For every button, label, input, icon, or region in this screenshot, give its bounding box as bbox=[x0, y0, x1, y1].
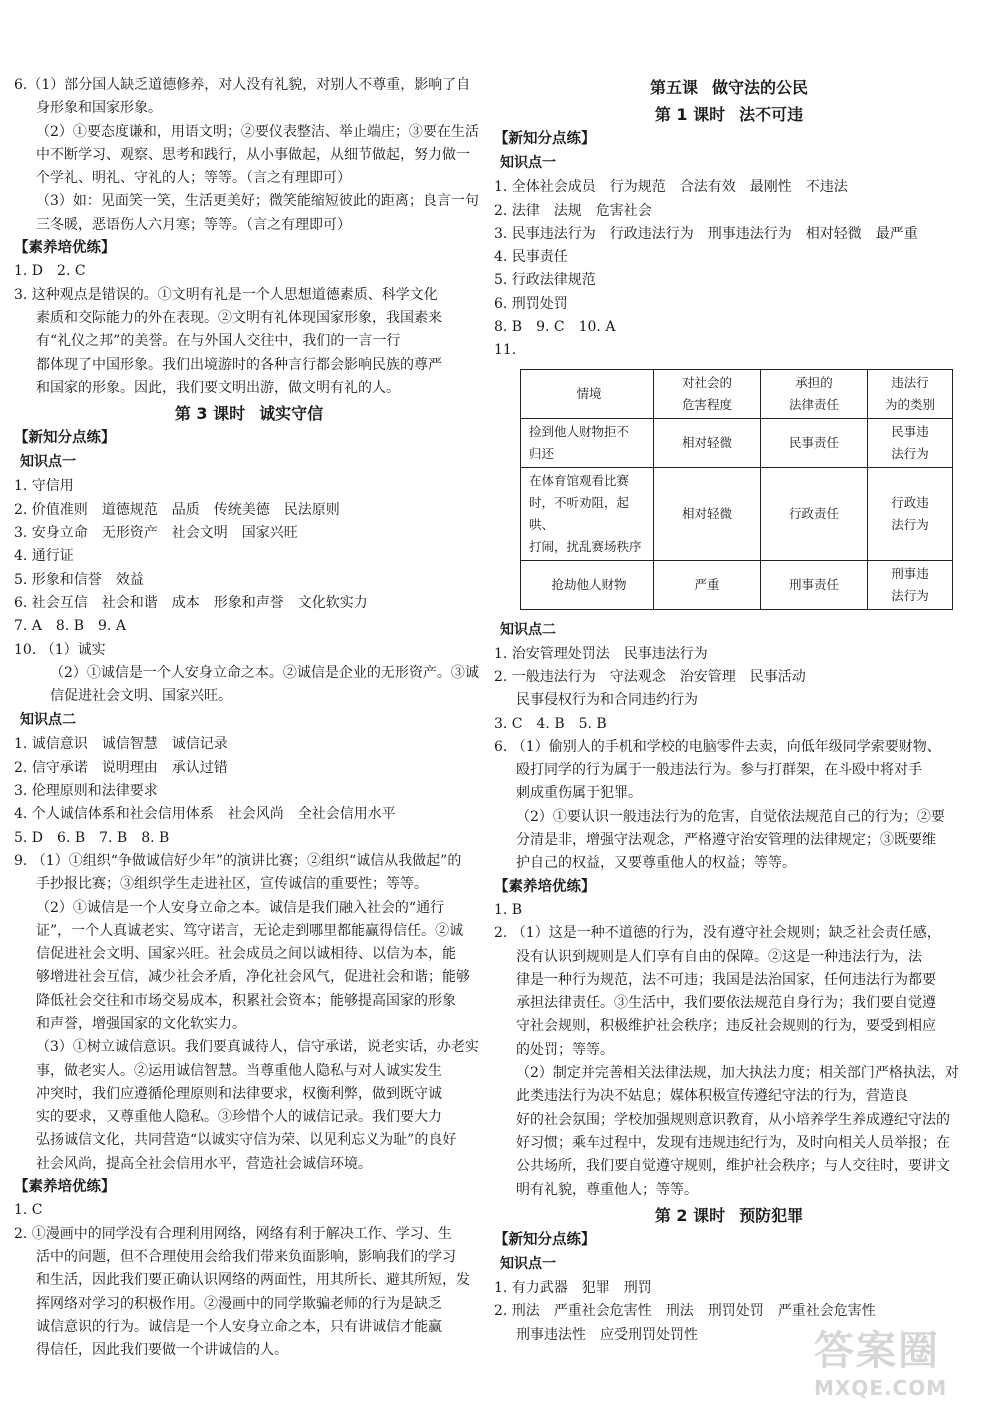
answer-line: （2）①诚信是一个人安身立命之本。诚信是我们融入社会的“通行 bbox=[36, 899, 445, 916]
table-row bbox=[521, 418, 953, 467]
knowledge-point-heading: 知识点二 bbox=[500, 621, 556, 638]
lesson-title bbox=[494, 101, 964, 128]
watermark-url: MXQE.COM bbox=[814, 1376, 948, 1400]
knowledge-point-heading: 知识点一 bbox=[500, 1256, 556, 1273]
answer-line: 得信任，因此我们要做一个讲诚信的人。 bbox=[36, 1342, 288, 1359]
answer-line: 素质和交际能力的外在表现。②文明有礼体现国家形象，我国素来 bbox=[36, 309, 442, 326]
table-cell: 严重 bbox=[654, 560, 761, 609]
q6-line: 6.（1）部分国人缺乏道德修养，对人没有礼貌，对别人不尊重，影响了自 bbox=[14, 77, 471, 93]
answer-line: 7. A 8. B 9. A bbox=[14, 618, 126, 635]
answer-line: 公共场所，我们要自觉遵守规则，维护社会秩序；与人交往时，要讲文 bbox=[516, 1158, 950, 1175]
answer-line: 2. 法律 法规 危害社会 bbox=[494, 202, 652, 219]
answer-line: 有“礼仪之邦”的美誉。在与外国人交往中，我们的一言一行 bbox=[36, 333, 401, 350]
lesson-name: 法不可违 bbox=[739, 105, 804, 124]
table-cell: 在体育馆观看比赛 时，不听劝阻，起哄、 打闹，扰乱赛场秩序 bbox=[521, 467, 654, 560]
answer-line: 1. B bbox=[494, 901, 523, 918]
answer-line: 社会风尚，提高全社会信用水平，营造社会诚信环境。 bbox=[36, 1155, 372, 1172]
table-row bbox=[521, 560, 953, 609]
answer-line: 1. 全体社会成员 行为规范 合法有效 最刚性 不违法 bbox=[494, 179, 848, 196]
q6-line: （2）①要态度谦和，用语文明；②要仪表整洁、举止端庄；③要在生活 bbox=[36, 123, 479, 140]
answer-line: （2）①诚信是一个人安身立命之本。②诚信是企业的无形资产。③诚 bbox=[50, 664, 479, 681]
answer-line: 诚信意识的行为。诚信是一个人安身立命之本，只有讲诚信才能赢 bbox=[36, 1318, 442, 1335]
answer-line: 信促进社会文明、国家兴旺。社会成员之间以诚相待、以信为本，能 bbox=[36, 946, 456, 963]
lesson-number: 第 2 课时 bbox=[654, 1205, 726, 1225]
site-watermark bbox=[814, 1319, 994, 1400]
lesson-title bbox=[494, 1202, 964, 1229]
answer-line: 护自己的权益，又要尊重他人的权益；等等。 bbox=[516, 855, 796, 872]
answer-line: 2. 信守承诺 说明理由 承认过错 bbox=[14, 759, 228, 776]
answer-line: （3）①树立诚信意识。我们要真诚待人，信守承诺，说老实话，办老实 bbox=[36, 1039, 479, 1056]
table-cell: 刑事责任 bbox=[761, 560, 868, 609]
answer-line: 刺成重伤属于犯罪。 bbox=[516, 785, 642, 802]
answer-line: 1. C bbox=[14, 1202, 43, 1219]
answer-line: 信促进社会文明、国家兴旺。 bbox=[50, 688, 232, 705]
answer-line: 和国家的形象。因此，我们要文明出游，做文明有礼的人。 bbox=[36, 379, 400, 396]
table-cell: 民事责任 bbox=[761, 418, 868, 467]
answer-line: 明有礼貌，尊重他人；等等。 bbox=[516, 1181, 698, 1198]
answer-line: 3. 民事违法行为 行政违法行为 刑事违法行为 相对轻微 最严重 bbox=[494, 225, 918, 242]
lesson-number: 第 1 课时 bbox=[654, 105, 726, 124]
answer-line: 好习惯；乘车过程中，发现有违规违纪行为，及时向相关人员举报；在 bbox=[516, 1134, 950, 1151]
answer-line: （2）①要认识一般违法行为的危害，自觉依法规范自己的行为；②要 bbox=[516, 808, 945, 825]
table-header-cell: 承担的 法律责任 bbox=[761, 369, 868, 418]
q6-line: 三冬暖，恶语伤人六月寒；等等。（言之有理即可） bbox=[36, 216, 351, 233]
answer-line: 2. 刑法 严重社会危害性 刑法 刑罚处罚 严重社会危害性 bbox=[494, 1303, 876, 1320]
answer-line: 11. bbox=[494, 342, 517, 359]
answer-line: 好的社会氛围；学校加强规则意识教育，从小培养学生养成遵纪守法的 bbox=[516, 1111, 950, 1128]
q6-line: （3）如：见面笑一笑，生活更美好；微笑能缩短彼此的距离；良言一句 bbox=[36, 193, 479, 210]
answer-line: 民事侵权行为和合同违约行为 bbox=[516, 692, 698, 709]
answer-line: 2. （1）这是一种不道德的行为，没有遵守社会规则；缺乏社会责任感， bbox=[494, 925, 941, 942]
unit-name: 做守法的公民 bbox=[712, 78, 809, 97]
section-heading: 【素养培优练】 bbox=[494, 878, 596, 895]
section-heading: 【新知分点练】 bbox=[14, 430, 116, 447]
answer-line: 冲突时，我们应遵循伦理原则和法律要求，权衡利弊，做到既守诚 bbox=[36, 1085, 442, 1102]
answer-line: 挥网络对学习的积极作用。②漫画中的同学欺骗老师的行为是缺乏 bbox=[36, 1295, 442, 1312]
answer-line: 5. 形象和信誉 效益 bbox=[14, 571, 144, 588]
answer-line: 都体现了中国形象。我们出境游时的各种言行都会影响民族的尊严 bbox=[36, 356, 442, 373]
answer-line: 证”，一个人真诚老实、笃守诺言，无论走到哪里都能赢得信任。②诚 bbox=[36, 922, 464, 939]
answer-line: 承担法律责任。③生活中，我们要依法规范自身行为；我们要自觉遵 bbox=[516, 995, 936, 1012]
answer-line: 和生活，因此我们要正确认识网络的两面性，用其所长、避其所短，发 bbox=[36, 1272, 470, 1289]
knowledge-point-heading: 知识点二 bbox=[20, 712, 76, 729]
q6-line: 身形象和国家形象。 bbox=[36, 100, 162, 117]
knowledge-point-heading: 知识点一 bbox=[20, 454, 76, 471]
answer-line: 4. 通行证 bbox=[14, 548, 74, 565]
table-cell: 相对轻微 bbox=[654, 467, 761, 560]
table-cell: 相对轻微 bbox=[654, 418, 761, 467]
answer-line: 刑事违法性 应受刑罚处罚性 bbox=[516, 1326, 698, 1343]
q6-line: 中不断学习、观察、思考和践行，从小事做起，从细节做起，努力做一 bbox=[36, 146, 470, 163]
right-column bbox=[494, 74, 964, 1347]
answer-line: 2. 一般违法行为 守法观念 治安管理 民事活动 bbox=[494, 668, 806, 685]
answer-line: 和声誉，增强国家的文化软实力。 bbox=[36, 1015, 246, 1032]
section-heading: 【素养培优练】 bbox=[14, 1179, 116, 1196]
section-heading: 【新知分点练】 bbox=[494, 131, 596, 147]
answer-line: 4. 民事责任 bbox=[494, 249, 568, 266]
answer-line: 2. ①漫画中的同学没有合理利用网络，网络有利于解决工作、学习、生 bbox=[14, 1225, 452, 1242]
table-cell: 捡到他人财物拒不 归还 bbox=[521, 418, 654, 467]
table-cell: 行政责任 bbox=[761, 467, 868, 560]
answer-line: 殴打同学的行为属于一般违法行为。参与打群架，在斗殴中将对手 bbox=[516, 762, 922, 779]
table-cell: 行政违 法行为 bbox=[868, 467, 953, 560]
unit-title bbox=[494, 74, 964, 101]
answer-line: 守社会规则，积极维护社会秩序；违反社会规则的行为，要受到相应 bbox=[516, 1018, 936, 1035]
answer-line: 6. 刑罚处罚 bbox=[494, 295, 568, 312]
table-cell: 民事违 法行为 bbox=[868, 418, 953, 467]
table-header-cell: 对社会的 危害程度 bbox=[654, 369, 761, 418]
answer-line: 3. 安身立命 无形资产 社会文明 国家兴旺 bbox=[14, 525, 298, 542]
q6-line: 个学礼、明礼、守礼的人；等等。（言之有理即可） bbox=[36, 170, 351, 187]
answer-line: 的处罚；等等。 bbox=[516, 1041, 614, 1058]
answer-line: 活中的问题，但不合理使用会给我们带来负面影响，影响我们的学习 bbox=[36, 1248, 456, 1265]
answer-line: 手抄报比赛；③组织学生走进社区，宣传诚信的重要性；等等。 bbox=[36, 876, 428, 893]
answer-line: 1. 诚信意识 诚信智慧 诚信记录 bbox=[14, 736, 228, 753]
answer-line: 律是一种行为规范，法不可违；我国是法治国家，任何违法行为都要 bbox=[516, 971, 936, 988]
section-heading: 【新知分点练】 bbox=[494, 1231, 596, 1248]
answer-line: 4. 个人诚信体系和社会信用体系 社会风尚 全社会信用水平 bbox=[14, 806, 396, 823]
table-row bbox=[521, 467, 953, 560]
answer-line: 降低社会交往和市场交易成本，积累社会资本；能够提高国家的形象 bbox=[36, 992, 456, 1009]
answer-line: 1. 守信用 bbox=[14, 478, 74, 495]
lesson-number: 第 3 课时 bbox=[174, 404, 246, 424]
answer-line: 没有认识到规则是人们享有自由的保障。②这是一种违法行为，法 bbox=[516, 948, 922, 965]
answer-line: 实的要求，又尊重他人隐私。③珍惜个人的诚信记录。我们要大力 bbox=[36, 1109, 442, 1126]
answer-line: 5. 行政法律规范 bbox=[494, 272, 596, 289]
answer-line: 1. D 2. C bbox=[14, 263, 86, 280]
answer-line: （2）制定并完善相关法律法规，加大执法力度；相关部门严格执法，对 bbox=[516, 1065, 959, 1082]
answer-line: 5. D 6. B 7. B 8. B bbox=[14, 829, 170, 846]
answer-line: 弘扬诚信文化，共同营造“以诚实守信为荣、以见利忘义为耻”的良好 bbox=[36, 1132, 457, 1149]
answer-line: 6. （1）偷别人的手机和学校的电脑零件去卖，向低年级同学索要财物、 bbox=[494, 738, 941, 755]
lesson-name: 预防犯罪 bbox=[739, 1205, 804, 1225]
answer-line: 9. （1）①组织“争做诚信好少年”的演讲比赛；②组织“诚信从我做起”的 bbox=[14, 852, 462, 869]
table-cell: 刑事违 法行为 bbox=[868, 560, 953, 609]
table-cell: 抢劫他人财物 bbox=[521, 560, 654, 609]
answer-line: 3. 这种观点是错误的。①文明有礼是一个人思想道德素质、科学文化 bbox=[14, 286, 438, 303]
answer-line: 事，做老实人。②运用诚信智慧。当尊重他人隐私与对人诚实发生 bbox=[36, 1062, 442, 1079]
lesson-title bbox=[14, 400, 484, 427]
answer-line: 3. 伦理原则和法律要求 bbox=[14, 783, 158, 800]
lesson-name: 诚实守信 bbox=[259, 404, 324, 424]
answer-line: 10. （1）诚实 bbox=[14, 641, 106, 658]
answer-line: 6. 社会互信 社会和谐 成本 形象和声誉 文化软实力 bbox=[14, 594, 368, 611]
answer-line: 够增进社会互信，减少社会矛盾，净化社会风气，促进社会和谐；能够 bbox=[36, 969, 470, 986]
law-violation-table bbox=[520, 369, 953, 610]
answer-line: 此类违法行为决不姑息；媒体积极宣传遵纪守法的行为，营造良 bbox=[516, 1088, 908, 1105]
unit-number: 第五课 bbox=[649, 78, 698, 97]
table-header-cell: 违法行 为的类别 bbox=[868, 369, 953, 418]
answer-line: 8. B 9. C 10. A bbox=[494, 319, 616, 336]
table-header-row bbox=[521, 369, 953, 418]
section-heading: 【素养培优练】 bbox=[14, 240, 116, 257]
answer-line: 1. 有力武器 犯罪 刑罚 bbox=[494, 1280, 652, 1297]
answer-line: 3. C 4. B 5. B bbox=[494, 715, 607, 732]
left-column bbox=[14, 74, 484, 1362]
answer-line: 1. 治安管理处罚法 民事违法行为 bbox=[494, 645, 708, 662]
watermark-logo-text: 答案圈 bbox=[814, 1328, 940, 1374]
answer-line: 分清是非，增强守法观念，严格遵守治安管理的法律规定；③既要维 bbox=[516, 832, 936, 849]
knowledge-point-heading: 知识点一 bbox=[500, 155, 556, 172]
answer-line: 2. 价值准则 道德规范 品质 传统美德 民法原则 bbox=[14, 501, 340, 518]
table-header-cell: 情境 bbox=[521, 369, 654, 418]
